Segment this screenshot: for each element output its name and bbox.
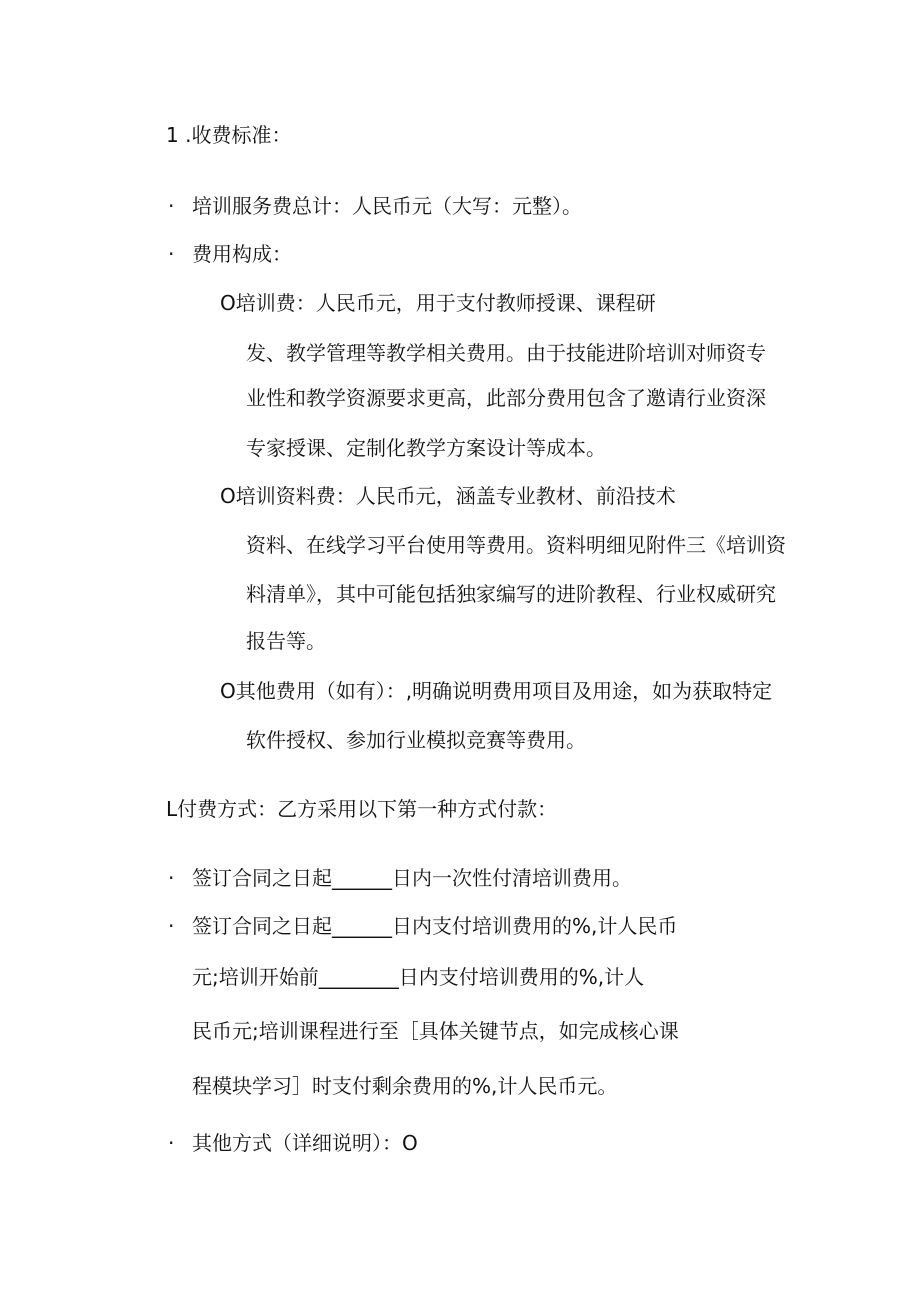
payment-option-line: 元;培训开始前________日内支付培训费用的%,计人: [192, 965, 645, 989]
fee-composition-label: 费用构成：: [192, 242, 292, 266]
materials-fee-line: 料清单》，其中可能包括独家编写的进阶教程、行业权威研究: [246, 582, 776, 606]
bullet: ·: [168, 1131, 175, 1155]
materials-fee-line: 报告等。: [246, 629, 326, 653]
bullet: ·: [168, 194, 175, 218]
bullet: ·: [168, 242, 175, 266]
total-fee-line: 培训服务费总计：人民币元（大写：元整）。: [192, 194, 582, 218]
bullet: ·: [168, 914, 175, 938]
payment-option-line: 民币元;培训课程进行至［具体关键节点，如完成核心课: [192, 1019, 679, 1043]
training-fee-line: 业性和教学资源要求更高，此部分费用包含了邀请行业资深: [246, 386, 766, 410]
other-fee-line: 软件授权、参加行业模拟竞赛等费用。: [246, 728, 586, 752]
payment-option-line: 其他方式（详细说明）：O: [192, 1131, 418, 1155]
materials-fee-line: O培训资料费：人民币元，涵盖专业教材、前沿技术: [220, 484, 676, 508]
other-fee-line: O其他费用（如有）：,明确说明费用项目及用途，如为获取特定: [220, 679, 773, 703]
training-fee-line: 发、教学管理等教学相关费用。由于技能进阶培训对师资专: [246, 341, 766, 365]
bullet: ·: [168, 866, 175, 890]
materials-fee-line: 资料、在线学习平台使用等费用。资料明细见附件三《培训资: [246, 533, 786, 557]
training-fee-line: 专家授课、定制化教学方案设计等成本。: [246, 436, 606, 460]
payment-option-line: 程模块学习］时支付剩余费用的%,计人民币元。: [192, 1074, 618, 1098]
payment-option-line: 签订合同之日起______日内一次性付清培训费用。: [192, 866, 632, 890]
payment-method-heading: L付费方式：乙方采用以下第一种方式付款：: [166, 797, 558, 821]
payment-option-line: 签订合同之日起______日内支付培训费用的%,计人民币: [192, 914, 678, 938]
fee-standard-heading: 1 .收费标准：: [166, 123, 292, 147]
training-fee-line: O培训费：人民币元，用于支付教师授课、课程研: [220, 291, 656, 315]
